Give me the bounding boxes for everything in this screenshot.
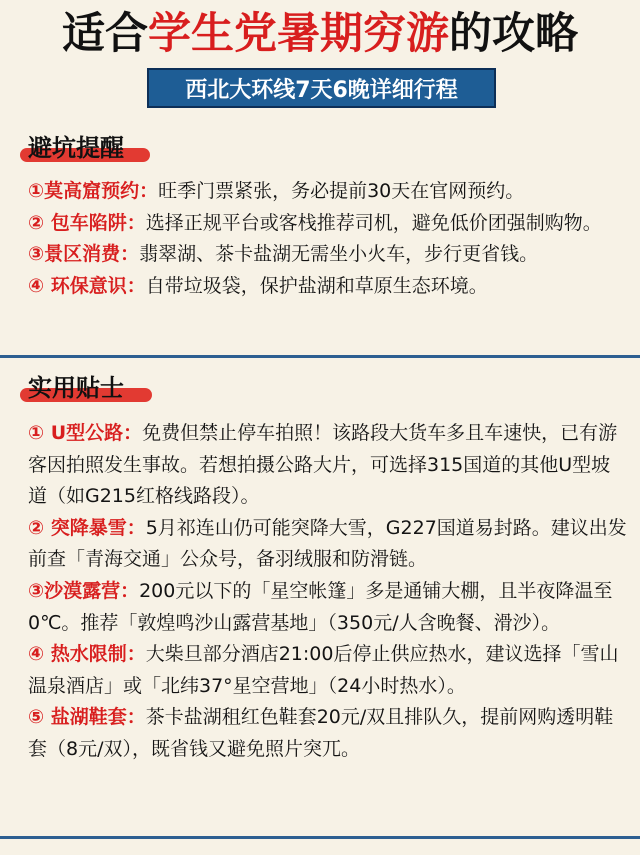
item-text: 免费但禁止停车拍照！该路段大货车多且车速快，已有游客因拍照发生事故。若想拍摄公路大片，可选择315国道的其他U型坡道（如G215红格线路段）。 (28, 422, 618, 508)
title-part-3: 的攻略 (449, 9, 578, 59)
item-label: ③沙漠露营： (28, 579, 140, 602)
list-item (28, 176, 628, 208)
item-label: ③景区消费： (28, 243, 140, 266)
list-item (28, 418, 628, 513)
list-item (28, 639, 628, 702)
list-item (28, 513, 628, 576)
item-label: ④ 环保意识： (28, 274, 146, 297)
page-title (0, 6, 640, 62)
item-text: 选择正规平台或客栈推荐司机，避免低价团强制购物。 (145, 211, 602, 234)
bottom-divider (0, 836, 640, 839)
list-item (28, 576, 628, 639)
section-heading-text: 避坑提醒 (28, 134, 124, 162)
item-label: ② 突降暴雪： (28, 516, 146, 539)
item-text: 5月祁连山仍可能突降大雪，G227国道易封路。建议出发前查「青海交通」公众号，备羽绒服和防滑链。 (28, 516, 627, 571)
subtitle-bar (147, 68, 496, 108)
item-text: 茶卡盐湖租红色鞋套20元/双且排队久，提前网购透明鞋套（8元/双），既省钱又避免照片突兀。 (28, 706, 614, 760)
item-label: ①莫高窟预约： (28, 180, 159, 202)
tips-list (28, 418, 628, 766)
item-text: 大柴旦部分酒店21:00后停止供应热水，建议选择「雪山温泉酒店」或「北纬37°星空营地」（24小时热水）。 (28, 643, 619, 697)
item-text: 旺季门票紧张，务必提前30天在官网预约。 (158, 180, 525, 202)
item-label: ⑤ 盐湖鞋套： (28, 706, 146, 729)
pitfalls-list (28, 176, 628, 302)
title-part-1: 适合 (62, 9, 148, 59)
title-part-2: 学生党暑期穷游 (148, 9, 449, 59)
item-text: 200元以下的「星空帐篷」多是通铺大棚，且半夜降温至0℃。推荐「敦煌鸣沙山露营基地」（350元/人含晚餐、滑沙）。 (28, 579, 613, 634)
item-text: 自带垃圾袋，保护盐湖和草原生态环境。 (145, 274, 488, 297)
item-label: ① U型公路： (28, 422, 143, 444)
section-divider (0, 355, 640, 358)
item-text: 翡翠湖、茶卡盐湖无需坐小火车，步行更省钱。 (139, 243, 539, 266)
section-heading-text: 实用贴士 (28, 374, 124, 402)
list-item (28, 702, 628, 765)
subtitle-text: 西北大环线7天6晚详细行程 (185, 77, 458, 103)
item-label: ④ 热水限制： (28, 643, 146, 666)
list-item (28, 271, 628, 303)
list-item (28, 208, 628, 240)
item-label: ② 包车陷阱： (28, 211, 146, 234)
list-item (28, 239, 628, 271)
section-heading-tips (20, 372, 160, 404)
section-heading-pitfalls (20, 132, 160, 164)
